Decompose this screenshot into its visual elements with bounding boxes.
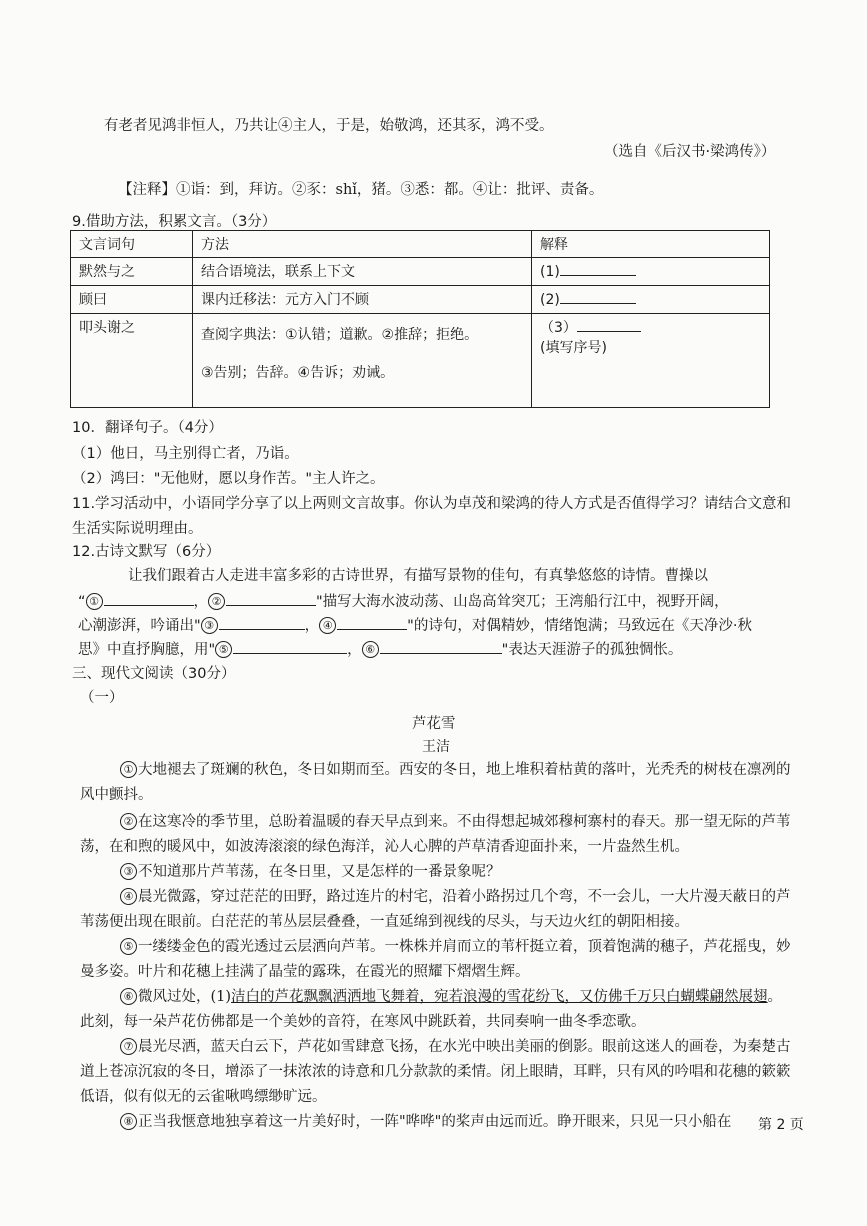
poem-blank-3[interactable]	[219, 615, 305, 630]
paragraph-5	[80, 935, 792, 985]
paragraph-4	[80, 885, 792, 935]
q9-answer-3[interactable]	[532, 314, 770, 408]
q9-method-1: 结合语境法，联系上下文	[193, 258, 532, 286]
q9-answer-3-blank[interactable]	[577, 317, 641, 332]
q9-answer-1[interactable]	[532, 258, 770, 286]
q9-method-3-line1: 查阅字典法：①认错；道歉。②推辞；拒绝。	[201, 327, 479, 343]
q9-title: 9.借助方法，积累文言。（3分）	[72, 214, 277, 230]
blank-6-marker: ⑥	[362, 641, 379, 658]
q9-header-answer: 解释	[532, 231, 770, 258]
poem-blank-5[interactable]	[233, 639, 347, 654]
q12-line-3-head: 心潮澎湃，吟诵出"	[78, 618, 201, 634]
paragraph-1	[80, 758, 792, 808]
q9-answer-2-blank[interactable]	[560, 289, 636, 304]
article-author: 王洁	[422, 739, 450, 755]
blank-5-marker: ⑤	[215, 641, 232, 658]
blank-3-marker: ③	[201, 617, 218, 634]
para-num-1: ①	[120, 761, 137, 778]
q9-answer-2[interactable]	[532, 286, 770, 314]
section-3-heading: 三、现代文阅读（30分）	[72, 666, 236, 682]
q9-answer-3-label: （3）	[540, 320, 577, 336]
q12-line-4: 思》中直抒胸臆，用" ⑤ ， ⑥ "表达天涯游子的孤独惆怅。	[78, 638, 682, 659]
paragraph-6-lead: 微风过处，(1)	[138, 989, 232, 1005]
paragraph-7-text: 晨光尽洒，蓝天白云下，芦花如雪肆意飞扬，在水光中映出美丽的倒影。眼前这迷人的画卷，为秦楚古道上苍凉沉寂的冬日，增添了一抹浓浓的诗意和几分款款的柔情。闭上眼睛，耳畔，只有风的吟唱和花穗的簌簌低语，似有似无的云雀啾鸣缥缈旷远。	[80, 1039, 791, 1105]
q12-line-2-tail: "描写大海水波动荡、山岛高耸突兀；王湾船行江中，视野开阔，	[316, 594, 729, 610]
q9-answer-2-label: (2)	[540, 292, 560, 308]
q11-line-2: 生活实际说明理由。	[72, 521, 203, 537]
q11-line-1: 11.学习活动中，小语同学分享了以上两则文言故事。你认为卓茂和梁鸿的待人方式是否值得学习？请结合文意和	[72, 496, 792, 512]
q12-line-3-tail: "的诗句，对偶精妙，情绪饱满；马致远在《天净沙·秋	[407, 618, 752, 634]
paragraph-4-text: 晨光微露，穿过茫茫的田野，路过连片的村宅，沿着小路拐过几个弯，不一会儿，一大片漫天蔽日的芦苇荡便出现在眼前。白茫茫的苇丛层层叠叠，一直延绵到视线的尽头，与天边火红的朝阳相接。	[80, 889, 791, 930]
paragraph-6-underlined-sentence: 洁白的芦花飘飘洒洒地飞舞着，宛若浪漫的雪花纷飞，又仿佛千万只白蝴蝶翩然展翅	[231, 989, 768, 1005]
paragraph-5-text: 一缕缕金色的霞光透过云层洒向芦苇。一株株并肩而立的苇杆挺立着，顶着饱满的穗子，芦花摇曳，妙曼多姿。叶片和花穗上挂满了晶莹的露珠，在霞光的照耀下熠熠生辉。	[80, 939, 791, 980]
para-num-4: ④	[120, 888, 137, 905]
para-num-2: ②	[120, 813, 137, 830]
paragraph-2-text: 在这寒冷的季节里，总盼着温暖的春天早点到来。不由得想起城郊穆柯寨村的春天。那一望无际的芦苇荡，在和煦的暖风中，如波涛滚滚的绿色海洋，沁人心脾的芦草清香迎面扑来，一片盎然生机。	[80, 814, 791, 855]
paragraph-2	[80, 810, 792, 860]
para-num-7: ⑦	[120, 1038, 137, 1055]
q12-line-4-tail: "表达天涯游子的孤独惆怅。	[501, 642, 683, 658]
paragraph-8	[80, 1110, 740, 1135]
q9-word-3: 叩头谢之	[71, 314, 193, 408]
poem-blank-4[interactable]	[337, 615, 407, 630]
q12-line-4-head: 思》中直抒胸臆，用"	[78, 642, 216, 658]
q9-word-1	[71, 258, 193, 286]
q10-item-2: （2）鸿曰："无他财，愿以身作苦。"主人许之。	[72, 471, 385, 487]
q12-line-1: 让我们跟着古人走进丰富多彩的古诗世界，有描写景物的佳句，有真挚悠悠的诗情。曹操以	[128, 568, 708, 584]
part-1-label: （一）	[80, 690, 124, 706]
q12-line-3: 心潮澎湃，吟诵出" ③ ， ④ "的诗句，对偶精妙，情绪饱满；马致远在《天净沙·秋	[78, 614, 752, 635]
q9-method-3	[193, 314, 532, 408]
paragraph-3	[80, 860, 792, 885]
paragraph-7	[80, 1035, 792, 1110]
q9-table	[70, 230, 770, 408]
poem-blank-2[interactable]	[226, 591, 316, 606]
paragraph-6	[80, 985, 792, 1035]
poem-blank-6[interactable]	[380, 639, 502, 654]
q9-method-2: 课内迁移法：元方入门不顾	[193, 286, 532, 314]
q9-header-method: 方法	[193, 231, 532, 258]
blank-2-marker: ②	[208, 593, 225, 610]
blank-4-marker: ④	[319, 617, 336, 634]
q9-word-1-text: 默然与之	[79, 264, 135, 280]
q9-word-2: 顾曰	[71, 286, 193, 314]
q9-method-3-line2: ③告别；告辞。④告诉；劝诫。	[201, 365, 395, 381]
para-num-3: ③	[120, 863, 137, 880]
q10-item-1: （1）他日，马主别得亡者，乃诣。	[72, 446, 299, 462]
q9-answer-1-label: (1)	[540, 264, 560, 280]
paragraph-8-text: 正当我惬意地独享着这一片美好时，一阵"哗哗"的桨声由远而近。睁开眼来，只见一只小船在	[138, 1114, 732, 1130]
poem-blank-1[interactable]	[104, 591, 194, 606]
annotation-notes: 【注释】①诣：到，拜访。②豕：shǐ，猪。③悉：都。④让：批评、责备。	[118, 182, 604, 198]
article-title: 芦花雪	[412, 716, 456, 732]
blank-1-marker: ①	[86, 593, 103, 610]
source-citation: （选自《后汉书·梁鸿传》）	[604, 144, 776, 160]
classical-text-line: 有老者见鸿非恒人，乃共让④主人，于是，始敬鸿，还其豕，鸿不受。	[104, 118, 554, 134]
paragraph-6-tail: 。此刻，每一朵芦花仿佛都是一个美妙的音符，在寒风中跳跃着，共同奏响一曲冬季恋歌。	[80, 989, 783, 1030]
q12-line-2: “ ① ， ② "描写大海水波动荡、山岛高耸突兀；王湾船行江中，视野开阔，	[78, 590, 729, 611]
para-num-8: ⑧	[120, 1113, 137, 1130]
q12-title: 12.古诗文默写（6分）	[72, 544, 221, 560]
q9-answer-1-blank[interactable]	[560, 261, 636, 276]
q9-header-word: 文言词句	[71, 231, 193, 258]
page-number: 第 2 页	[758, 1117, 804, 1133]
paragraph-3-text: 不知道那片芦苇荡，在冬日里，又是怎样的一番景象呢？	[138, 864, 501, 880]
paragraph-1-text: 大地褪去了斑斓的秋色，冬日如期而至。西安的冬日，地上堆积着枯黄的落叶，光秃秃的树枝在凛冽的风中颤抖。	[80, 762, 791, 803]
q9-answer-3-note: (填写序号)	[540, 340, 607, 356]
para-num-6: ⑥	[120, 988, 137, 1005]
q10-title: 10．翻译句子。（4分）	[72, 420, 223, 436]
para-num-5: ⑤	[120, 938, 137, 955]
